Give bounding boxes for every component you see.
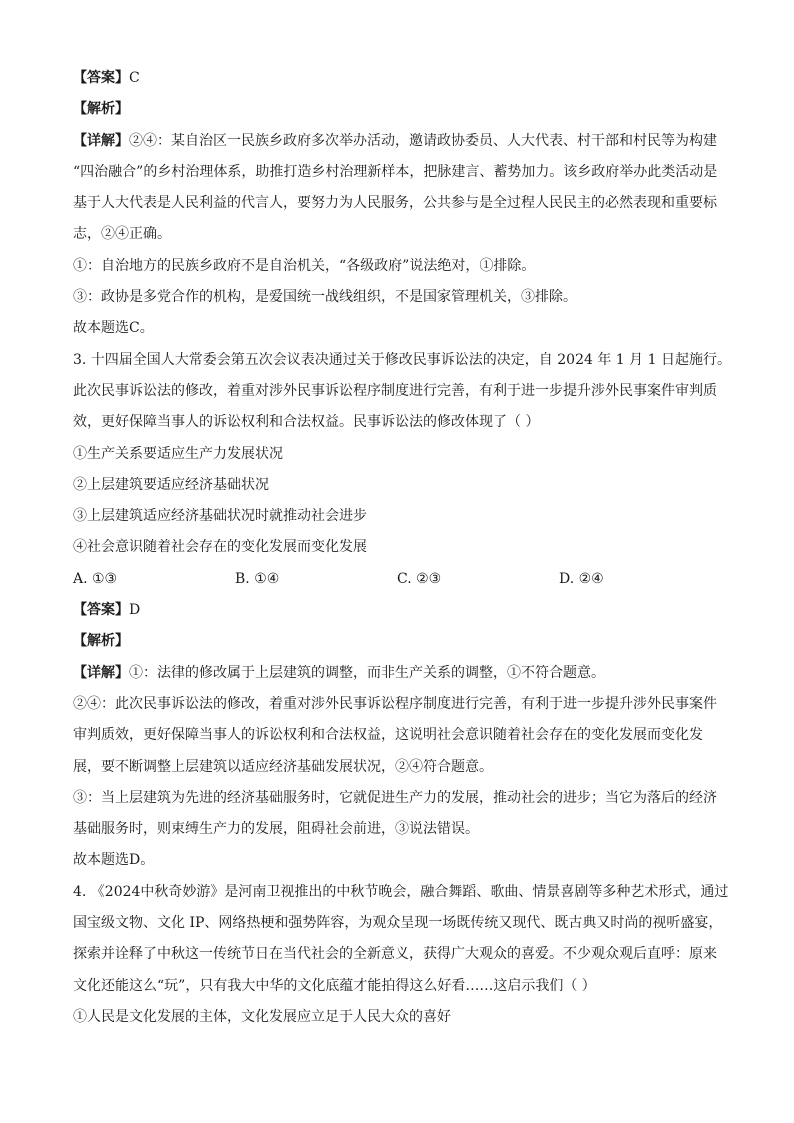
q2-answer (73, 63, 733, 94)
q4-stem-line: 4. 《2024中秋奇妙游》是河南卫视推出的中秋节晚会，融合舞蹈、歌曲、情景喜剧等多种艺术形式，通过 (73, 883, 729, 900)
q3-statement: ③上层建筑适应经济基础状况时就推动社会进步 (73, 508, 367, 525)
q3-detail-line: 展，要不断调整上层建筑以适应经济基础发展状况，②④符合题意。 (73, 758, 493, 775)
q4-statement: ①人民是文化发展的主体，文化发展应立足于人民大众的喜好 (73, 1008, 451, 1025)
q2-exclusion: ①：自治地方的民族乡政府不是自治机关，“各级政府”说法绝对，①排除。 (73, 257, 536, 274)
q3-stem-line: 效，更好保障当事人的诉讼权利和合法权益。民事诉讼法的修改体现了（ ） (73, 414, 540, 431)
q3-detail-line: 基础服务时，则束缚生产力的发展，阻碍社会前进，③说法错误。 (73, 821, 479, 838)
q4-stem-line: 文化还能这么“玩”，只有我大中华的文化底蕴才能拍得这么好看……这启示我们（ ） (73, 977, 596, 994)
q3-answer (73, 595, 733, 626)
answer-label: 【答案】 (73, 70, 129, 86)
option-a: A. ①③ (73, 570, 118, 587)
option-c: C. ②③ (397, 570, 442, 587)
q2-detail-line (73, 126, 733, 157)
q3-detail-line: 审判质效，更好保障当事人的诉讼权利和合法权益，这说明社会意识随着社会存在的变化发展而变化发 (73, 727, 703, 744)
q3-detail-line: ③：当上层建筑为先进的经济基础服务时，它就促进生产力的发展，推动社会的进步；当它为落后的经济 (73, 789, 717, 806)
q3-options (73, 564, 733, 595)
q3-statement: ④社会意识随着社会存在的变化发展而变化发展 (73, 539, 367, 556)
option-d: D. ②④ (559, 570, 604, 587)
detail-label: 【详解】 (73, 132, 129, 149)
q3-statement: ②上层建筑要适应经济基础状况 (73, 476, 269, 493)
answer-label: 【答案】 (73, 602, 129, 619)
q2-detail-line: 基于人大代表是人民利益的代言人，要努力为人民服务，公共参与是全过程人民民主的必然表现和重要标 (73, 195, 717, 212)
q2-exclusion: ③：政协是多党合作的机构，是爱国统一战线组织，不是国家管理机关，③排除。 (73, 289, 577, 306)
q3-statement: ①生产关系要适应生产力发展状况 (73, 445, 283, 462)
page-content (73, 63, 733, 1033)
q4-stem-line: 国宝级文物、文化 IP、网络热梗和强势阵容，为观众呈现一场既传统又现代、既古典又时尚的视听盛宴， (73, 915, 723, 932)
answer-value: D (129, 602, 141, 619)
q3-stem-line: 3. 十四届全国人大常委会第五次会议表决通过关于修改民事诉讼法的决定，自 2024 年 1 月 1 日起施行。 (73, 351, 731, 368)
answer-value: C (129, 70, 140, 86)
q2-detail-line: 志，②④正确。 (73, 226, 171, 243)
q3-analysis-label: 【解析】 (73, 633, 129, 650)
option-b: B. ①④ (235, 570, 280, 587)
q2-conclusion: 故本题选C。 (73, 320, 154, 337)
q2-analysis-label: 【解析】 (73, 101, 129, 118)
detail-text: ①：法律的修改属于上层建筑的调整，而非生产关系的调整，①不符合题意。 (129, 664, 605, 681)
q3-conclusion: 故本题选D。 (73, 852, 155, 869)
q3-detail-line: ②④：此次民事诉讼法的修改，着重对涉外民事诉讼程序制度进行完善，有利于进一步提升涉外民事案件 (73, 695, 717, 712)
detail-text: ②④：某自治区一民族乡政府多次举办活动，邀请政协委员、人大代表、村干部和村民等为构建 (129, 132, 717, 149)
detail-label: 【详解】 (73, 664, 129, 681)
q3-stem-line: 此次民事诉讼法的修改，着重对涉外民事诉讼程序制度进行完善，有利于进一步提升涉外民事案件审判质 (73, 382, 717, 399)
q4-stem-line: 探索并诠释了中秋这一传统节日在当代社会的全新意义，获得广大观众的喜爱。不少观众观后直呼：原来 (73, 946, 717, 963)
q3-detail-line (73, 658, 733, 689)
q2-detail-line: “四治融合”的乡村治理体系，助推打造乡村治理新样本，把脉建言、蓄势加力。该乡政府举办此类活动是 (73, 163, 718, 180)
